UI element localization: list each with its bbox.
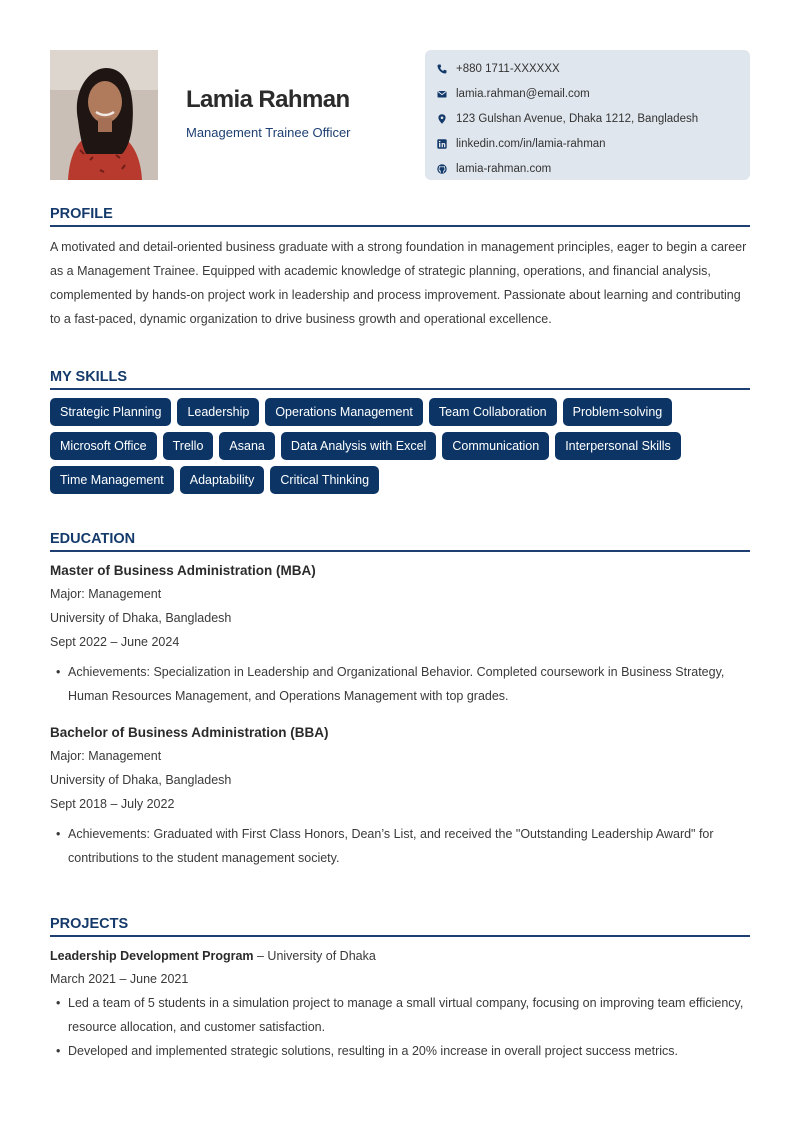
profile-photo xyxy=(50,50,158,180)
list-item: • Developed and implemented strategic solutions, resulting in a 20% increase in overall project success metrics. xyxy=(50,1039,750,1063)
contact-phone[interactable] xyxy=(437,56,750,81)
degree-school: University of Dhaka, Bangladesh xyxy=(50,773,232,787)
projects-section xyxy=(50,914,750,1063)
list-item: • Led a team of 5 students in a simulation project to manage a small virtual company, focusing on improving team efficiency, resource allocation, and customer satisfaction. xyxy=(50,991,750,1039)
skill-chip: Leadership xyxy=(177,398,259,426)
degree-major: Major: Management xyxy=(50,587,162,601)
list-item: • Achievements: Graduated with First Class Honors, Dean’s List, and received the "Outstanding Leadership Award" for contributions to the student management society. xyxy=(50,822,750,870)
skill-chip: Operations Management xyxy=(265,398,423,426)
skills-section xyxy=(50,367,750,494)
skill-chip: Strategic Planning xyxy=(50,398,171,426)
project-title xyxy=(50,945,750,967)
skill-chip: Team Collaboration xyxy=(429,398,557,426)
degree-school: University of Dhaka, Bangladesh xyxy=(50,611,232,625)
skill-chip: Asana xyxy=(219,432,274,460)
degree-achievements xyxy=(50,822,750,870)
education-entry-bba xyxy=(50,722,750,870)
skill-chip: Microsoft Office xyxy=(50,432,157,460)
contact-address-text: 123 Gulshan Avenue, Dhaka 1212, Bangladesh xyxy=(456,112,699,125)
skill-chip: Adaptability xyxy=(180,466,265,494)
degree-major: Major: Management xyxy=(50,749,162,763)
degree-title: Bachelor of Business Administration (BBA) xyxy=(50,725,329,740)
education-section xyxy=(50,529,750,870)
contact-phone-text: +880 1711-XXXXXX xyxy=(456,62,560,75)
skill-chip: Trello xyxy=(163,432,214,460)
github-icon xyxy=(437,164,456,174)
projects-heading: PROJECTS xyxy=(50,914,750,937)
candidate-name: Lamia Rahman xyxy=(186,86,350,113)
education-entry-mba xyxy=(50,560,750,708)
degree-dates: Sept 2022 – June 2024 xyxy=(50,635,180,649)
candidate-role: Management Trainee Officer xyxy=(186,125,351,140)
skill-chip: Data Analysis with Excel xyxy=(281,432,436,460)
contact-box xyxy=(425,50,750,180)
skill-chip: Problem-solving xyxy=(563,398,673,426)
skills-list xyxy=(50,398,740,494)
project-bullets xyxy=(50,991,750,1063)
skill-chip: Communication xyxy=(442,432,549,460)
education-heading: EDUCATION xyxy=(50,529,750,552)
contact-email-text: lamia.rahman@email.com xyxy=(456,87,590,100)
contact-linkedin-text: linkedin.com/in/lamia-rahman xyxy=(456,137,606,150)
contact-email[interactable] xyxy=(437,81,750,106)
contact-address xyxy=(437,106,750,131)
skill-chip: Critical Thinking xyxy=(270,466,379,494)
project-org: – University of Dhaka xyxy=(253,949,376,963)
location-icon xyxy=(437,114,456,124)
email-icon xyxy=(437,89,456,99)
skill-chip: Interpersonal Skills xyxy=(555,432,681,460)
phone-icon xyxy=(437,64,456,74)
contact-website[interactable] xyxy=(437,156,750,181)
contact-website-text: lamia-rahman.com xyxy=(456,162,552,175)
profile-summary: A motivated and detail-oriented business graduate with a strong foundation in management principles, eager to begin a career as a Management Trainee. Equipped with academic knowledge of strategic planning, operations, and financial analysis, complemented by hands-on project work in leadership and process improvement. Passionate about learning and contributing to a fast-paced, dynamic organization to drive business growth and operational excellence. xyxy=(50,240,747,326)
profile-heading: PROFILE xyxy=(50,204,750,227)
project-name: Leadership Development Program xyxy=(50,949,254,963)
list-item: • Achievements: Specialization in Leadership and Organizational Behavior. Completed coursework in Business Strategy, Human Resources Management, and Operations Management with top grades. xyxy=(50,660,750,708)
contact-linkedin[interactable] xyxy=(437,131,750,156)
degree-achievements xyxy=(50,660,750,708)
degree-dates: Sept 2018 – July 2022 xyxy=(50,797,175,811)
skill-chip: Time Management xyxy=(50,466,174,494)
project-dates: March 2021 – June 2021 xyxy=(50,972,189,986)
degree-title: Master of Business Administration (MBA) xyxy=(50,563,316,578)
linkedin-icon xyxy=(437,139,456,149)
profile-section xyxy=(50,204,750,331)
skills-heading: MY SKILLS xyxy=(50,367,750,390)
